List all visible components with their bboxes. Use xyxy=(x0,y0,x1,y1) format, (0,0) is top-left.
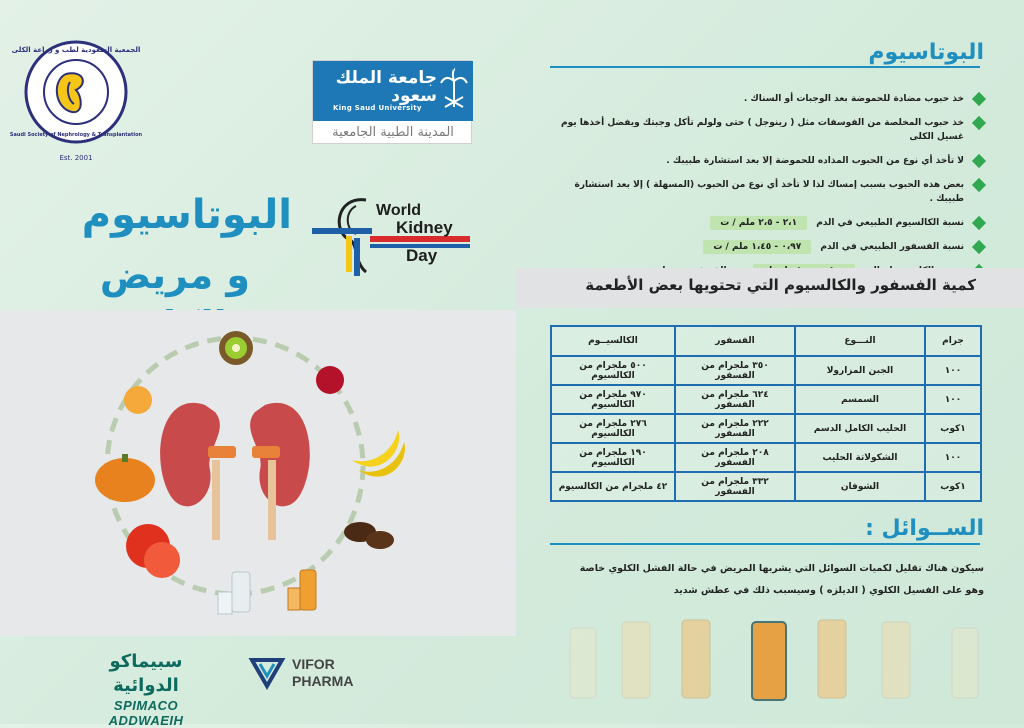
cell-phosphorus: ٢٢٢ ملجرام من الفسفور xyxy=(675,414,795,443)
bullet-diamond-icon xyxy=(972,216,986,230)
wkd-world: World xyxy=(376,202,422,219)
cell-type: السمسم xyxy=(795,385,925,414)
juice-bottles-illustration xyxy=(560,608,1000,708)
range-label: نسبة الكالسيوم الطبيعي في الدم xyxy=(816,218,964,228)
milk-bottle-icon xyxy=(232,572,250,612)
vifor-mark-icon xyxy=(250,656,284,690)
list-item xyxy=(544,154,984,168)
cell-type: الجبن المزارولا xyxy=(795,356,925,385)
ksu-arabic-name: جامعة الملك سعود xyxy=(335,68,437,106)
wkd-day: Day xyxy=(406,246,438,265)
header-calcium: الكالسيــوم xyxy=(551,326,675,356)
saudi-society-arabic: الجمعية السعودية لطب و زراعة الكلى xyxy=(11,46,141,54)
headline-potassium: البوتاسيوم xyxy=(81,192,292,238)
bullet-diamond-icon xyxy=(972,92,986,106)
range-value: ٠،٩٧ - ١،٤٥ ملم / ت xyxy=(703,240,811,254)
kidneys-icon xyxy=(160,403,310,540)
potassium-heading-rule xyxy=(550,66,980,68)
table-row xyxy=(551,443,981,472)
fluids-line2: وهو على الفسيل الكلوي ( الديلزه ) وسيسبب ذلك في عطش شديد xyxy=(673,585,984,596)
list-item xyxy=(544,216,984,230)
wkd-kidney: Kidney xyxy=(396,218,453,237)
vifor-line2: PHARMA xyxy=(292,673,354,689)
cell-gram: ١٠٠ xyxy=(925,385,981,414)
potassium-heading: البوتاسيوم xyxy=(868,40,984,65)
table-header-row xyxy=(551,326,981,356)
list-item xyxy=(544,92,984,106)
potassium-bullet-list xyxy=(544,92,984,288)
header-phosphorus: الفسفور xyxy=(675,326,795,356)
bullet-text: بعض هذه الحبوب بسبب إمساك لذا لا تأخذ أي نوع من الحبوب (المسهلة ) إلا بعد استشارة طبيبك . xyxy=(574,180,964,204)
fluids-line1: سيكون هناك تقليل لكميات السوائل التي يشربها المريض في حالة الفشل الكلوي خاصة xyxy=(579,563,984,574)
food-table xyxy=(550,325,982,502)
saudi-society-logo xyxy=(9,30,143,170)
list-item xyxy=(544,240,984,254)
cell-calcium: ٤٢ ملجرام من الكالسيوم xyxy=(551,472,675,501)
list-item xyxy=(544,116,984,144)
bullet-text: لا تأخذ أي نوع من الحبوب المذاده للحموضة إلا بعد استشارة طبيبك . xyxy=(666,156,964,166)
range-label: نسبة الفسفور الطبيعي في الدم xyxy=(820,242,964,252)
spimaco-english: SPIMACO ADDWAEIH xyxy=(108,698,184,728)
cell-gram: ١كوب xyxy=(925,472,981,501)
table-row xyxy=(551,472,981,501)
world-kidney-day-logo xyxy=(306,192,476,282)
table-banner-title: كمية الفسفور والكالسيوم التي تحتويها بعض الأطعمة xyxy=(585,276,976,294)
pumpkin-icon xyxy=(95,458,155,502)
fluids-heading: الســوائل : xyxy=(865,516,984,541)
vifor-pharma-logo xyxy=(250,654,370,694)
fluids-text xyxy=(544,558,984,602)
cell-type: الحليب الكامل الدسم xyxy=(795,414,925,443)
kidney-foods-illustration xyxy=(0,310,516,636)
cell-phosphorus: ٣٥٠ ملجرام من الفسفور xyxy=(675,356,795,385)
cell-phosphorus: ٣٣٢ ملجرام من الفسفور xyxy=(675,472,795,501)
list-item xyxy=(544,178,984,206)
cell-calcium: ٩٧٠ ملجرام من الكالسيوم xyxy=(551,385,675,414)
cell-phosphorus: ٦٢٤ ملجرام من الفسفور xyxy=(675,385,795,414)
cell-type: الشوفان xyxy=(795,472,925,501)
bullet-text: خذ حبوب المخلصة من الفوسفات مثل ( رينوجل ) حتى ولولم تأكل وجبتك ويفضل أخذها يوم غسيل الكلى xyxy=(561,118,964,142)
bullet-diamond-icon xyxy=(972,240,986,254)
bullet-diamond-icon xyxy=(972,178,986,192)
cell-gram: ١٠٠ xyxy=(925,443,981,472)
bullet-text: خذ حبوب مضادة للحموضة بعد الوجبات أو السناك . xyxy=(743,94,964,104)
saudi-society-english: Saudi Society of Nephrology & Transplantation xyxy=(9,132,143,138)
juice-bottle-icon xyxy=(300,570,316,610)
headline-kidney-patient: و مريض xyxy=(99,253,251,297)
ksu-medical-city: المدينة الطبية الجامعية xyxy=(332,125,454,140)
cell-calcium: ١٩٠ ملجرام من الكالسيوم xyxy=(551,443,675,472)
bullet-diamond-icon xyxy=(972,116,986,130)
fluids-heading-rule xyxy=(550,543,980,545)
range-value: ٢،١ - ٢،٥ ملم / ت xyxy=(710,216,807,230)
pomegranate-icon xyxy=(316,366,344,394)
header-gram: جرام xyxy=(925,326,981,356)
ksu-logo xyxy=(312,60,472,144)
table-row xyxy=(551,414,981,443)
table-row xyxy=(551,385,981,414)
cell-calcium: ٢٧٦ ملجرام من الكالسيوم xyxy=(551,414,675,443)
ksu-english-name: King Saud University xyxy=(333,104,422,112)
table-banner xyxy=(516,268,1024,308)
banana-icon xyxy=(352,430,399,467)
palm-emblem-icon xyxy=(441,69,467,109)
cell-type: الشكولاتة الحليب xyxy=(795,443,925,472)
saudi-society-est: Est. 2001 xyxy=(59,154,93,162)
cell-calcium: ٥٠٠ ملجرام من الكالسيوم xyxy=(551,356,675,385)
apricot-icon xyxy=(124,386,152,414)
cell-phosphorus: ٢٠٨ ملجرام من الفسفور xyxy=(675,443,795,472)
bullet-diamond-icon xyxy=(972,154,986,168)
vifor-line1: VIFOR xyxy=(292,656,335,672)
cell-gram: ١٠٠ xyxy=(925,356,981,385)
spimaco-logo xyxy=(76,650,216,728)
cell-gram: ١كوب xyxy=(925,414,981,443)
table-row xyxy=(551,356,981,385)
header-type: النـــوع xyxy=(795,326,925,356)
spimaco-arabic: سبيماكو الدوائية xyxy=(109,651,183,696)
